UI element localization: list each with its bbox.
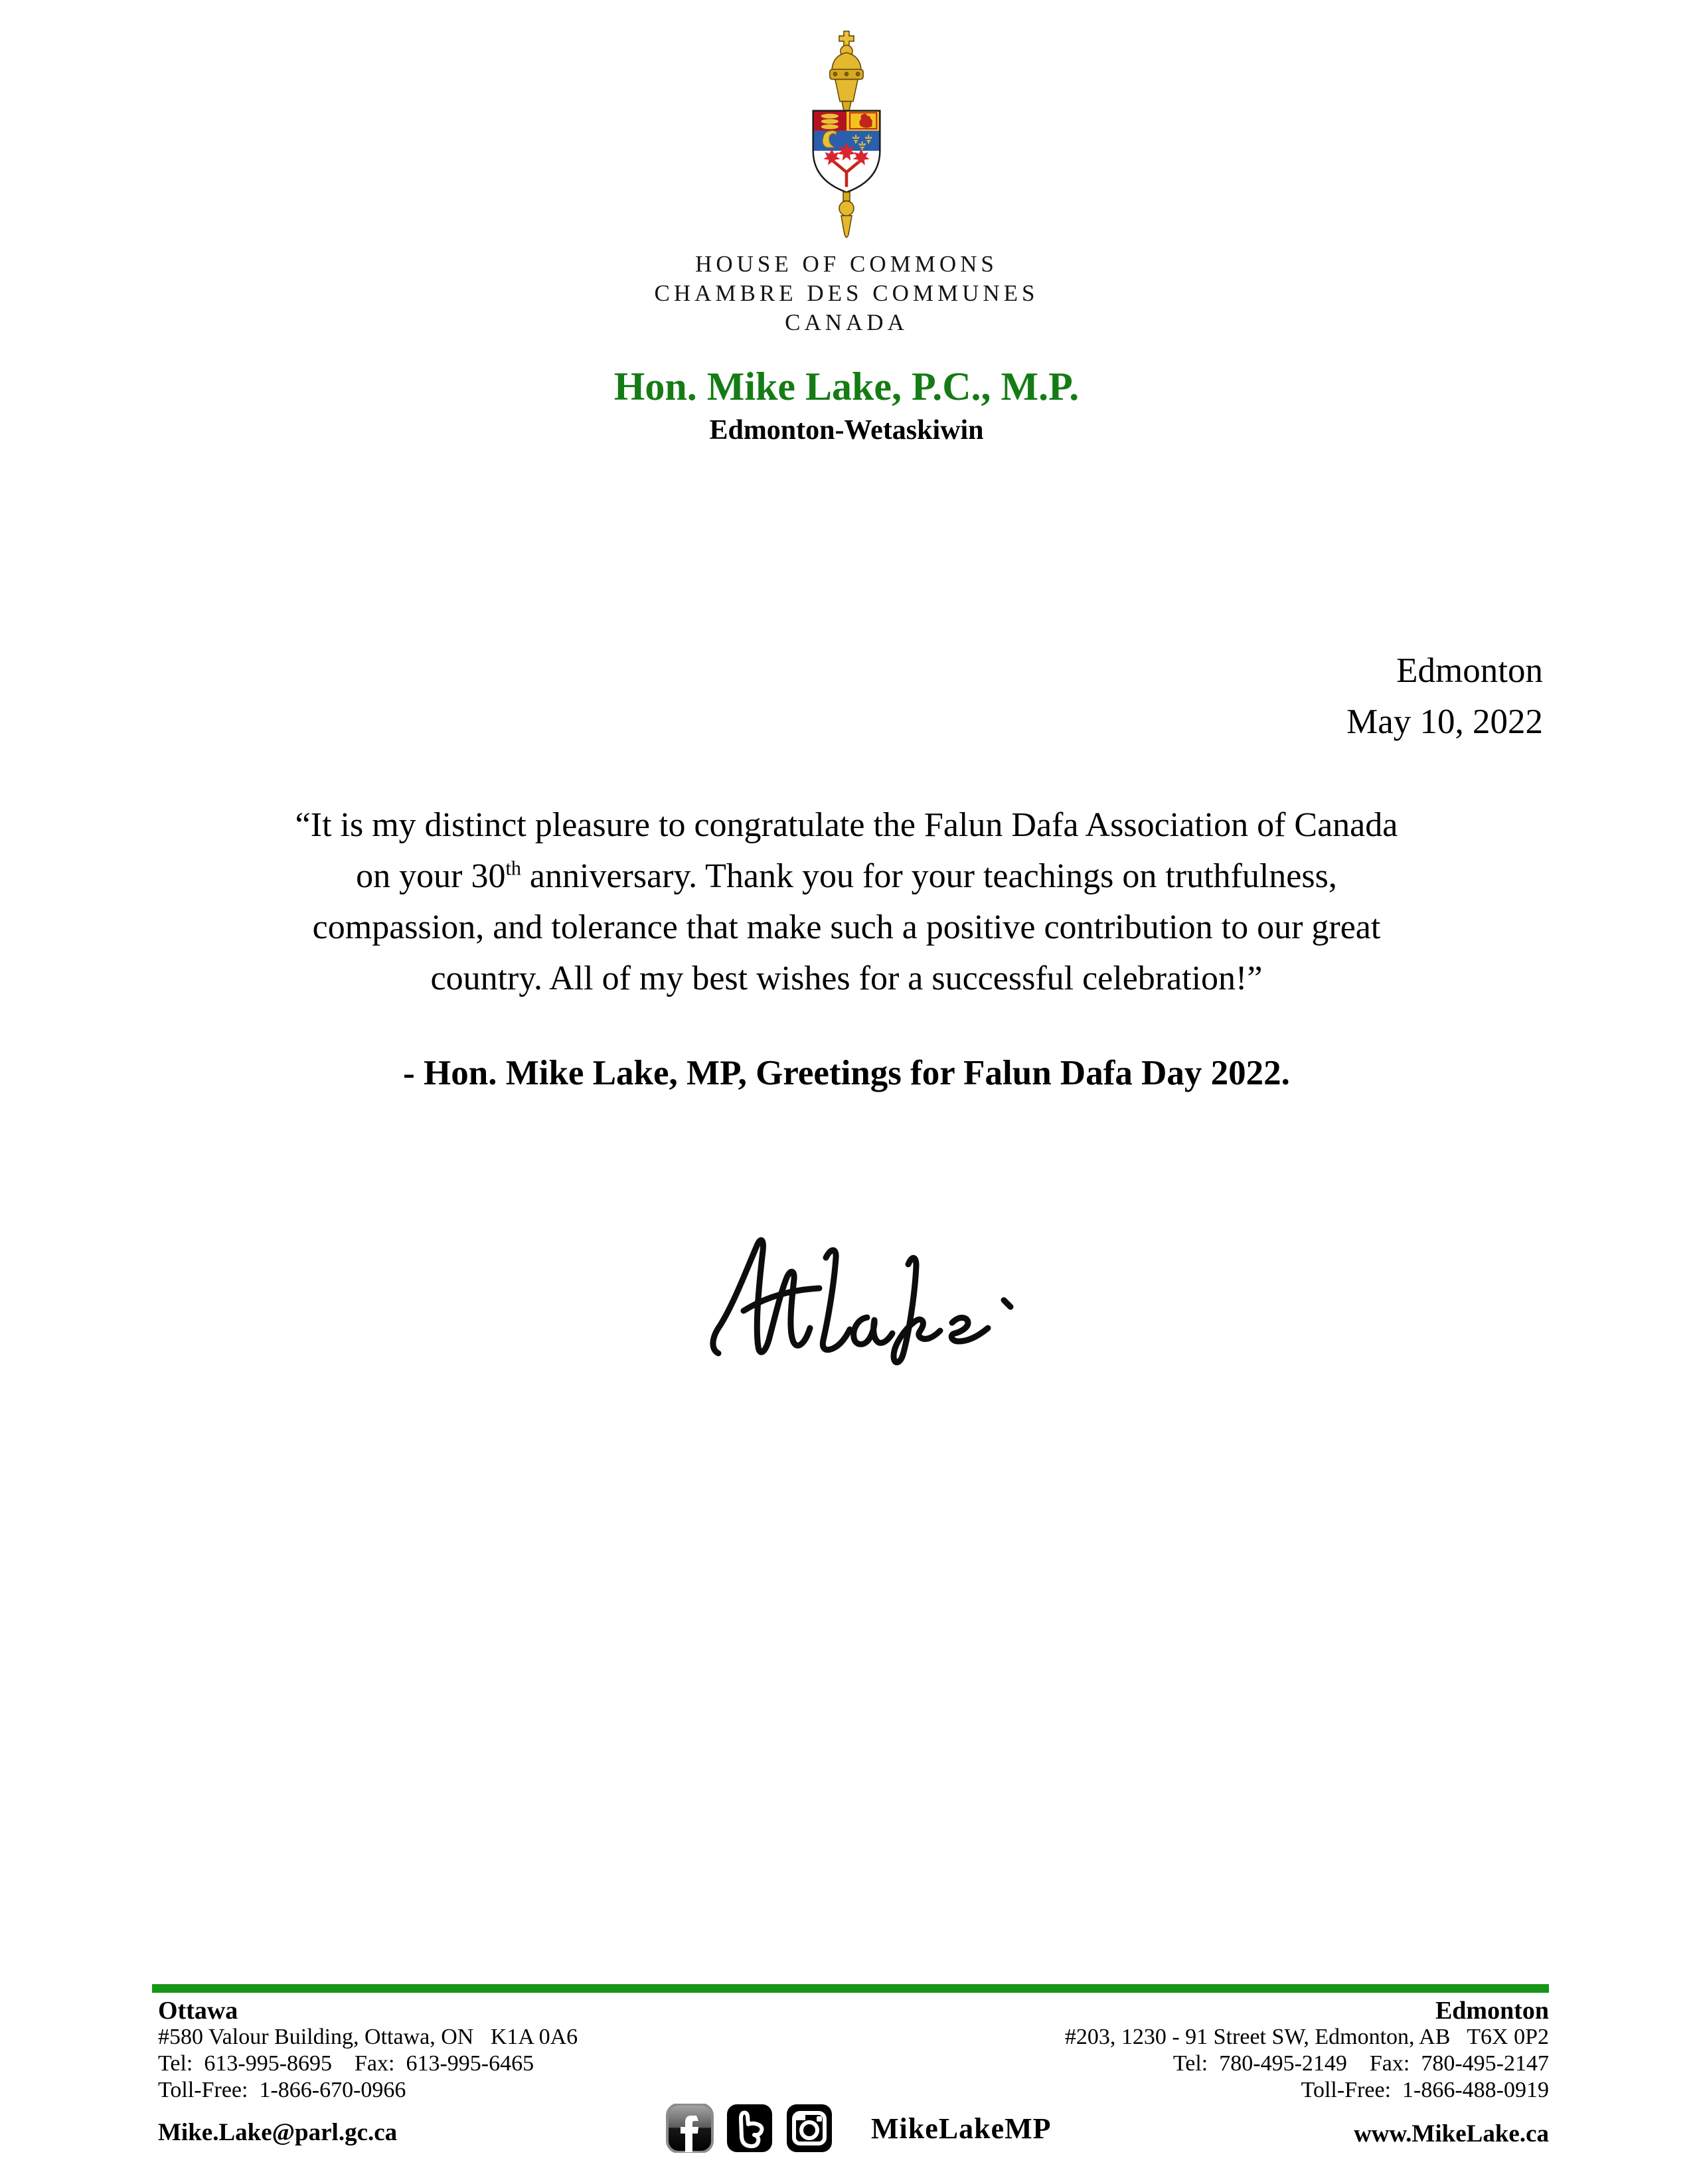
quote-paragraph — [113, 799, 1580, 1004]
org-name-country: CANADA — [785, 309, 908, 335]
dateline — [1346, 645, 1543, 748]
footer-edmonton-address: #203, 1230 - 91 Street SW, Edmonton, AB T6X 0P2 — [1064, 2025, 1549, 2049]
org-name-french: CHAMBRE DES COMMUNES — [654, 280, 1039, 306]
footer-edmonton-tollfree: Toll-Free: 1-866-488-0919 — [1301, 2078, 1549, 2102]
footer-edmonton-phones: Tel: 780-495-2149 Fax: 780-495-2147 — [1172, 2051, 1549, 2076]
quote-line-1: “It is my distinct pleasure to congratulate the Falun Dafa Association of Canada — [295, 806, 1398, 844]
facebook-icon — [665, 2104, 714, 2153]
quote-line-2 — [113, 851, 1580, 902]
website-url: www.MikeLake.ca — [1354, 2120, 1549, 2147]
footer-ottawa-tollfree: Toll-Free: 1-866-670-0966 — [158, 2078, 406, 2102]
instagram-icon — [785, 2104, 834, 2153]
footer-divider — [152, 1984, 1549, 1993]
shield — [813, 111, 880, 193]
twitter-icon — [725, 2104, 774, 2153]
footer-ottawa-heading: Ottawa — [158, 1997, 238, 2025]
social-row — [665, 2104, 1052, 2153]
quote-line-3: compassion, and tolerance that make such a positive contribution to our great — [312, 908, 1381, 946]
member-name: Hon. Mike Lake, P.C., M.P. — [613, 365, 1080, 408]
social-handle: MikeLakeMP — [871, 2112, 1052, 2145]
org-name-block — [0, 250, 1693, 337]
ordinal-superscript: th — [505, 857, 521, 880]
footer-ottawa-block — [158, 1997, 578, 2104]
footer-edmonton-heading: Edmonton — [1435, 1997, 1549, 2025]
footer-ottawa-phones: Tel: 613-995-8695 Fax: 613-995-6465 — [158, 2051, 534, 2076]
footer-edmonton-block — [1065, 1997, 1549, 2104]
footer-ottawa-address: #580 Valour Building, Ottawa, ON K1A 0A6 — [158, 2025, 578, 2049]
quote-attribution: - Hon. Mike Lake, MP, Greetings for Falun Dafa Day 2022. — [403, 1054, 1290, 1092]
org-name-english: HOUSE OF COMMONS — [695, 251, 998, 277]
dateline-city: Edmonton — [1396, 651, 1543, 690]
quote-line-4: country. All of my best wishes for a successful celebration!” — [430, 960, 1263, 997]
mike-lake-signature — [709, 1223, 1021, 1368]
house-of-commons-crest — [795, 29, 898, 243]
quote-line-2-end: anniversary. Thank you for your teachings on truthfulness, — [521, 857, 1337, 895]
email-address: Mike.Lake@parl.gc.ca — [158, 2119, 398, 2146]
riding-name: Edmonton-Wetaskiwin — [709, 415, 984, 446]
crown-cross-icon — [839, 31, 854, 46]
quote-line-2-start: on your 30 — [356, 857, 506, 895]
dateline-date: May 10, 2022 — [1346, 703, 1543, 741]
